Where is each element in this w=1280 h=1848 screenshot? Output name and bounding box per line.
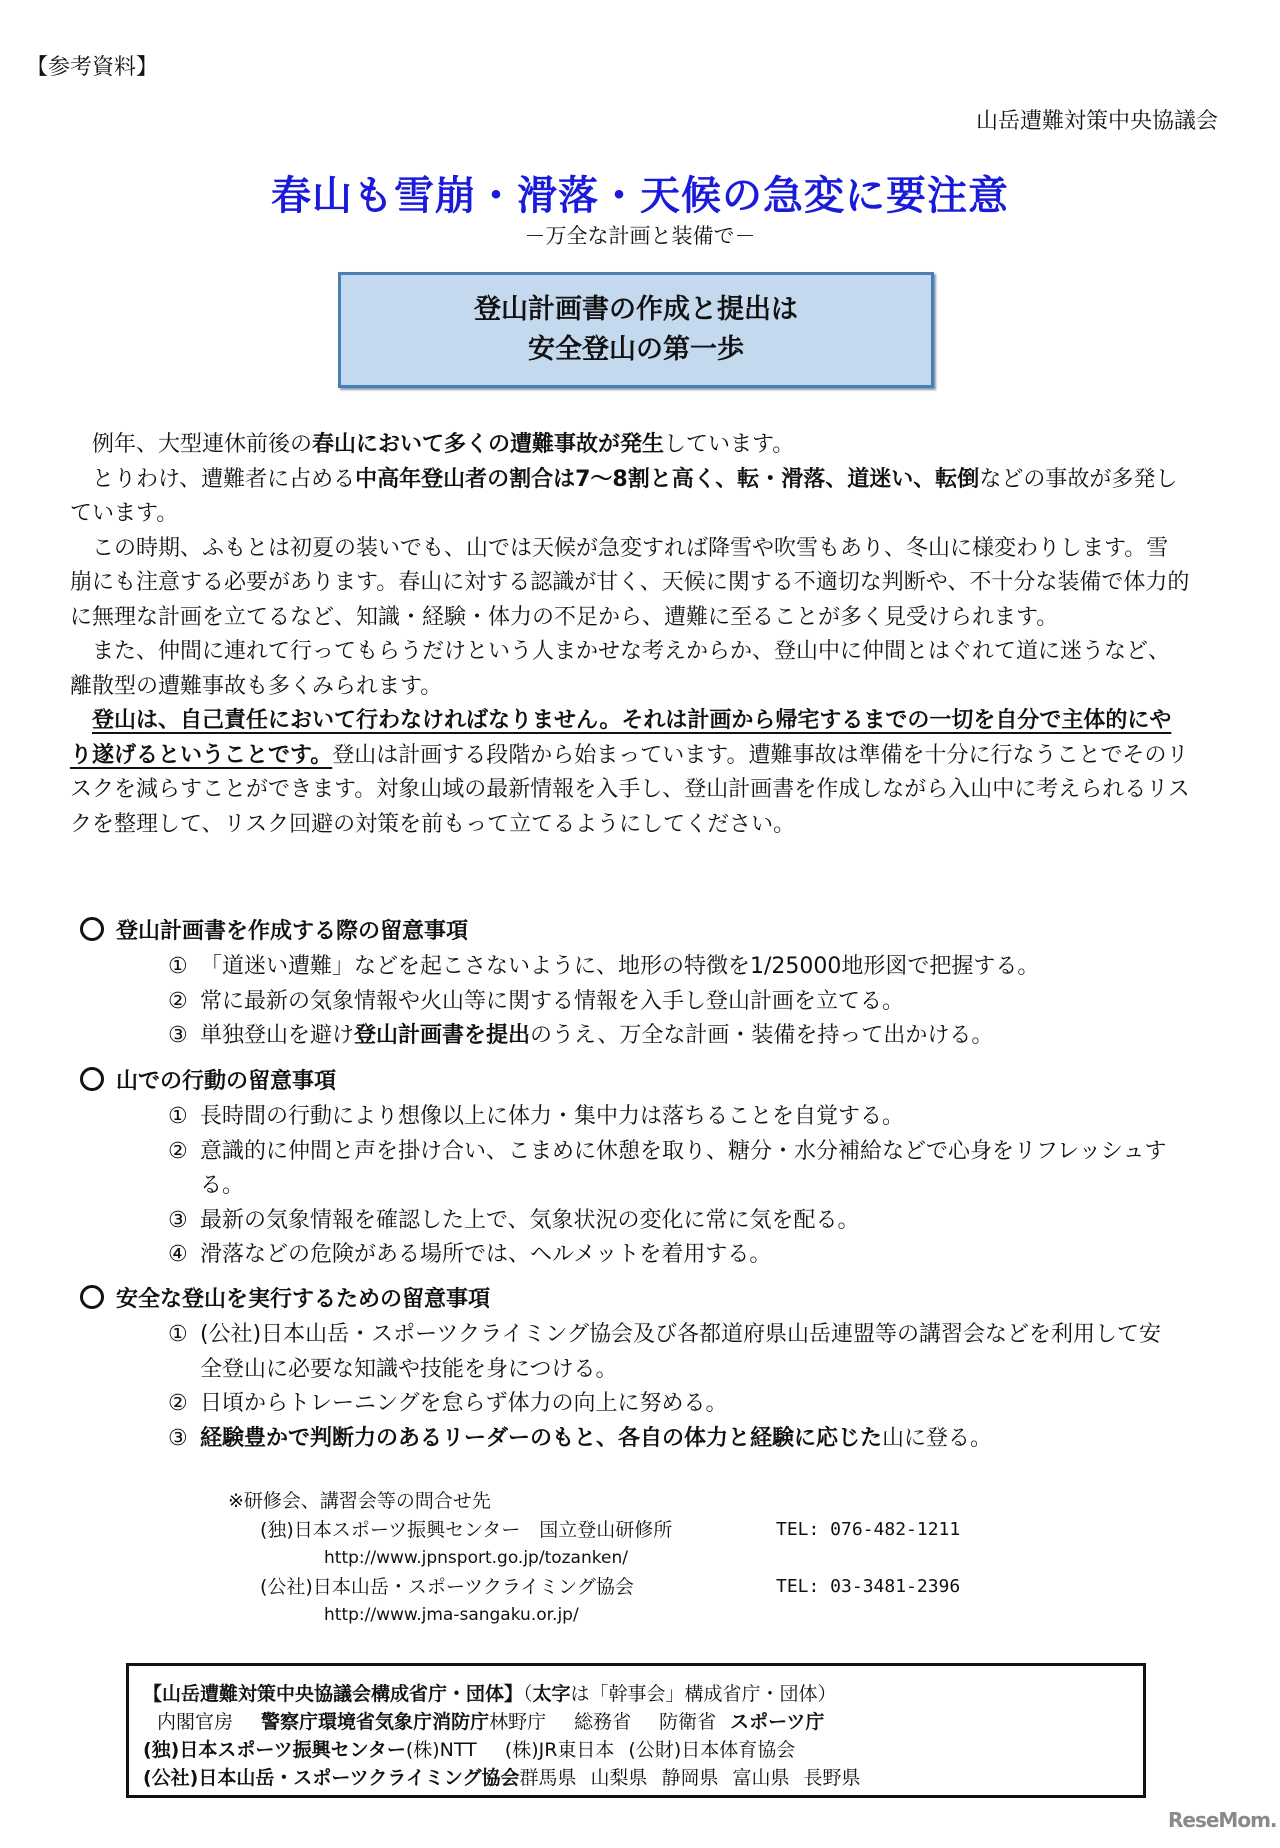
item-number: ③ [168,1207,188,1233]
contact-info [228,1487,1048,1630]
item-text [168,1422,1206,1457]
page-subtitle: －万全な計画と装備で－ [524,224,756,248]
list-item [76,1204,1206,1239]
organization-name: 山岳遭難対策中央協議会 [975,109,1218,134]
member-item: 富山県 [732,1767,790,1789]
section-heading [76,1282,1206,1318]
list-item [76,1318,1206,1387]
members-row-3 [143,1764,1143,1792]
contact-heading: ※研修会、講習会等の問合せ先 [228,1490,491,1512]
item-text-pre: 単独登山を避け [200,1023,355,1048]
members-row-2 [143,1736,1143,1764]
section-heading [76,1064,1206,1100]
contact-tel: TEL: 03-3481-2396 [776,1575,961,1597]
item-text: 意識的に仲間と声を掛け合い、こまめに休憩を取り、糖分・水分補給などで心身をリフレッシュする。 [200,1138,1167,1198]
list-item [76,950,1206,985]
paragraph-2 [70,463,1190,532]
member-item: (株)NTT [405,1739,477,1761]
member-item: 消防庁 [432,1711,490,1733]
members-note-bold: 太字 [532,1683,571,1705]
member-item: (独)日本スポーツ振興センター [143,1739,406,1761]
member-item: 警察庁 [261,1711,319,1733]
p1-text-end: しています。 [664,432,795,457]
member-item: 山梨県 [590,1767,648,1789]
item-number: ① [168,1322,188,1347]
reference-material-label: 【参考資料】 [26,55,159,80]
page-title: 春山も雪崩・滑落・天候の急変に要注意 [271,173,1009,219]
contact-name: (独)日本スポーツ振興センター 国立登山研修所 [260,1518,673,1541]
section-mountain-behavior [76,1064,1206,1273]
section-heading [76,914,1206,950]
circle-bullet-icon [80,1285,104,1309]
member-item: (公社)日本山岳・スポーツクライミング協会 [143,1767,520,1789]
paragraph-4: また、仲間に連れて行ってもらうだけという人まかせな考えからか、登山中に仲間とはぐれて道に迷うなど、離散型の遭難事故も多くみられます。 [70,639,1171,699]
item-text: 長時間の行動により想像以上に体力・集中力は落ちることを自覚する。 [200,1104,905,1129]
list-item [76,1422,1206,1457]
members-heading-text: 【山岳遭難対策中央協議会構成省庁・団体】 [143,1683,524,1705]
members-heading [143,1680,1143,1708]
circle-bullet-icon [80,1067,104,1091]
paragraph-1 [70,428,1190,463]
callout-line-2: 安全登山の第一歩 [528,334,744,365]
p1-text: 例年、大型連休前後の [92,432,313,457]
callout-line-1: 登山計画書の作成と提出は [474,294,798,325]
list-item [76,985,1206,1020]
p5-emphasis-underlined: 登山は、自己責任において行わなければなりません。それは計画から帰宅するまでの一切を自分で主体的にやり遂げるということです。 [70,708,1172,768]
item-text [168,1019,1206,1054]
paragraph-5 [70,704,1190,842]
item-text: 滑落などの危険がある場所では、ヘルメットを着用する。 [200,1242,772,1267]
contact-tel: TEL: 076-482-1211 [776,1518,961,1540]
item-number: ③ [168,1023,188,1048]
list-item [76,1019,1206,1054]
item-number: ③ [168,1425,188,1451]
section-heading-text: 山での行動の留意事項 [116,1069,337,1094]
p2-text-end: などの事故が多発しています。 [70,466,1178,526]
member-item: 防衛省 [659,1711,717,1733]
item-text: (公社)日本山岳・スポーツクライミング協会及び各都道府県山岳連盟等の講習会などを利用して安全登山に必要な知識や技能を身につける。 [200,1322,1161,1382]
item-number: ② [168,1391,188,1416]
p5-text: 登山は計画する段階から始まっています。遭難事故は準備を十分に行なうことでそのリスクを減らすことができます。対象山域の最新情報を入手し、登山計画書を作成しながら入山中に考えられるリスクを整理して、リスク回避の対策を前もって立てるようにしてください。 [70,742,1190,837]
circle-bullet-icon [80,917,104,941]
list-item [76,1100,1206,1135]
contact-entry [228,1516,1048,1545]
item-number: ② [168,988,188,1014]
member-item: 総務省 [574,1711,632,1733]
resemom-logo: ReseMom. [1168,1808,1277,1832]
item-text: 日頃からトレーニングを怠らず体力の向上に努める。 [200,1391,728,1416]
member-item: 環境省 [318,1711,376,1733]
contact-entry [228,1573,1048,1602]
item-text-post: 山に登る。 [882,1425,993,1451]
members-row-1 [143,1708,1143,1736]
item-number: ④ [168,1242,188,1267]
member-item: 気象庁 [375,1711,433,1733]
item-text-post: のうえ、万全な計画・装備を持って出かける。 [530,1023,994,1048]
member-item: 長野県 [803,1767,861,1789]
p2-emphasis: 中高年登山者の割合は7～8割と高く、転・滑落、道迷い、転倒 [355,466,980,492]
p2-text: とりわけ、遭難者に占める [92,466,356,492]
member-item: (株)JR東日本 [504,1739,615,1761]
section-safe-climbing [76,1282,1206,1456]
list-item [76,1135,1206,1204]
list-item [76,1238,1206,1273]
contact-name: (公社)日本山岳・スポーツクライミング協会 [260,1575,634,1598]
paragraph-3: この時期、ふもとは初夏の装いでも、山では天候が急変すれば降雪や吹雪もあり、冬山に様変わりします。雪崩にも注意する必要があります。春山に対する認識が甘く、天候に関する不適切な判断や、不十分な装備で体力的に無理な計画を立てるなど、知識・経験・体力の不足から、遭難に至ることが多く見受けられます。 [70,535,1190,630]
member-item: 林野庁 [489,1711,547,1733]
item-emphasis: 経験豊かで判断力のあるリーダーのもと、各自の体力と経験に応じた [200,1425,883,1451]
p1-emphasis: 春山において多くの遭難事故が発生 [312,432,665,457]
item-text: 常に最新の気象情報や火山等に関する情報を入手し登山計画を立てる。 [200,988,905,1014]
member-item: スポーツ庁 [730,1711,825,1733]
section-plan-notes [76,914,1206,1054]
list-item [76,1387,1206,1422]
contact-url-link[interactable]: http://www.jpnsport.go.jp/tozanken/ [324,1548,628,1568]
item-number: ② [168,1138,188,1164]
members-note-text: は「幹事会」構成省庁・団体） [570,1683,837,1705]
intro-body [70,428,1190,842]
member-item: 静岡県 [661,1767,719,1789]
section-heading-text: 登山計画書を作成する際の留意事項 [116,919,469,944]
contact-url-link[interactable]: http://www.jma-sangaku.or.jp/ [324,1605,579,1625]
member-item: (公財)日本体育協会 [628,1739,796,1761]
item-number: ① [168,954,188,979]
member-item: 内閣官房 [157,1711,234,1733]
item-text: 「道迷い遭難」などを起こさないように、地形の特徴を1/25000地形図で把握する。 [200,954,1040,979]
section-heading-text: 安全な登山を実行するための留意事項 [116,1287,491,1312]
callout-box [338,272,934,388]
member-item: 群馬県 [519,1767,577,1789]
item-number: ① [168,1104,188,1129]
item-emphasis: 登山計画書を提出 [354,1023,531,1048]
members-note-open: （ [523,1683,533,1705]
item-text: 最新の気象情報を確認した上で、気象状況の変化に常に気を配る。 [200,1207,860,1233]
member-organizations-box [126,1663,1146,1798]
